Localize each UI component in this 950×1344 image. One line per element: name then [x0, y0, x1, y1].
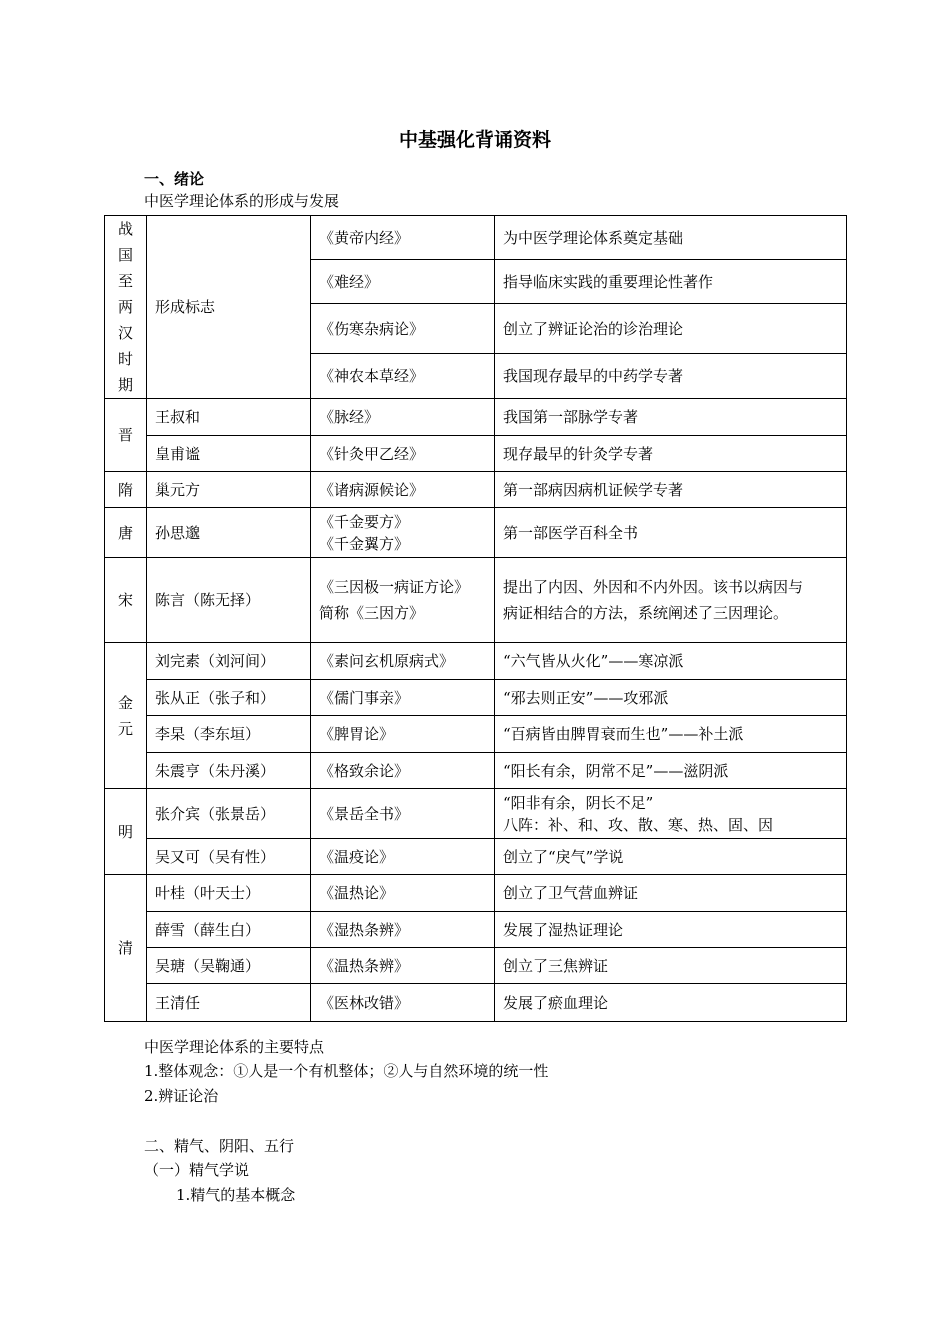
book-cell — [311, 260, 495, 304]
note-cell — [495, 680, 847, 716]
book-cell — [311, 304, 495, 353]
book-cell — [311, 399, 495, 436]
note-cell — [495, 558, 847, 643]
note-cell — [495, 789, 847, 839]
features-item-2: 2.辨证论治 — [144, 1087, 219, 1105]
note-label: 第一部医学百科全书 — [503, 523, 639, 542]
note-label: 我国第一部脉学专著 — [503, 408, 639, 426]
person-label: 形成标志 — [155, 298, 216, 316]
book-cell — [311, 875, 495, 912]
note-label: 第一部病因病机证候学专著 — [503, 480, 684, 499]
person-cell — [147, 436, 311, 472]
note-label: 提出了内因、外因和不内外因。该书以病因与 病证相结合的方法，系统阐述了三因理论。 — [503, 578, 804, 622]
features-item-1: 1.整体观念：①人是一个有机整体；②人与自然环境的统一性 — [144, 1062, 549, 1080]
person-label: 王清任 — [155, 993, 201, 1012]
note-cell — [495, 643, 847, 680]
person-cell — [147, 948, 311, 984]
subsection-heading-formation: 中医学理论体系的形成与发展 — [144, 192, 340, 210]
book-label: 《脉经》 — [319, 408, 380, 426]
note-label: “百病皆由脾胃衰而生也”——补土派 — [503, 725, 744, 743]
book-cell — [311, 216, 495, 260]
note-cell — [495, 436, 847, 472]
note-label: 创立了卫气营血辨证 — [503, 884, 639, 902]
person-label: 巢元方 — [155, 480, 201, 499]
note-cell — [495, 948, 847, 984]
book-cell — [311, 948, 495, 984]
section-heading-introduction: 一、绪论 — [144, 170, 205, 188]
era-cell — [105, 399, 147, 472]
book-label: 《神农本草经》 — [319, 366, 425, 385]
era-label: 明 — [117, 822, 133, 841]
book-label: 《黄帝内经》 — [319, 228, 410, 247]
note-cell — [495, 912, 847, 948]
section-heading-essence-qi: 二、精气、阴阳、五行 — [144, 1137, 295, 1155]
note-cell — [495, 984, 847, 1022]
era-cell — [105, 643, 147, 789]
book-label: 《伤寒杂病论》 — [319, 319, 425, 338]
era-cell — [105, 558, 147, 643]
person-label: 李杲（李东垣） — [155, 725, 261, 743]
note-label: 发展了瘀血理论 — [503, 993, 609, 1012]
book-label: 《温热条辨》 — [319, 956, 410, 975]
note-cell — [495, 472, 847, 508]
table-row — [105, 643, 847, 680]
person-label: 叶桂（叶天士） — [155, 884, 261, 902]
era-label: 宋 — [117, 591, 133, 609]
person-cell — [147, 753, 311, 789]
book-label: 《难经》 — [319, 272, 380, 291]
person-label: 吴又可（吴有性） — [155, 847, 276, 866]
note-label: “阳非有余，阴长不足” 八阵：补、和、攻、散、寒、热、固、因 — [503, 793, 774, 834]
book-label: 《温疫论》 — [319, 847, 395, 866]
table-row — [105, 789, 847, 839]
book-label: 《素问玄机原病式》 — [319, 652, 455, 670]
era-cell — [105, 216, 147, 399]
person-cell — [147, 216, 311, 399]
book-cell — [311, 839, 495, 875]
subsection-item-basic-concept: 1.精气的基本概念 — [176, 1186, 296, 1204]
note-label: “六气皆从火化”——寒凉派 — [503, 652, 684, 670]
note-cell — [495, 839, 847, 875]
table-row — [105, 912, 847, 948]
table-row — [105, 680, 847, 716]
book-cell — [311, 716, 495, 753]
era-label: 隋 — [117, 480, 133, 499]
note-label: “邪去则正安”——攻邪派 — [503, 688, 669, 707]
person-cell — [147, 875, 311, 912]
person-cell — [147, 789, 311, 839]
note-cell — [495, 216, 847, 260]
note-label: 指导临床实践的重要理论性著作 — [503, 272, 714, 291]
person-label: 张介宾（张景岳） — [155, 804, 276, 823]
book-cell — [311, 353, 495, 398]
note-label: 为中医学理论体系奠定基础 — [503, 228, 684, 247]
table-row — [105, 399, 847, 436]
note-cell — [495, 260, 847, 304]
book-cell — [311, 753, 495, 789]
note-cell — [495, 875, 847, 912]
table-row — [105, 216, 847, 260]
person-cell — [147, 472, 311, 508]
person-label: 张从正（张子和） — [155, 688, 276, 707]
note-cell — [495, 304, 847, 353]
table-row — [105, 948, 847, 984]
person-label: 陈言（陈无择） — [155, 591, 261, 609]
book-label: 《脾胃论》 — [319, 725, 395, 743]
era-cell — [105, 789, 147, 875]
person-cell — [147, 912, 311, 948]
book-cell — [311, 558, 495, 643]
subsection-heading-essence-qi-theory: （一）精气学说 — [144, 1161, 250, 1179]
era-cell — [105, 472, 147, 508]
note-label: 现存最早的针灸学专著 — [503, 444, 654, 463]
history-table — [104, 215, 847, 1022]
note-cell — [495, 508, 847, 558]
table-row — [105, 472, 847, 508]
book-label: 《儒门事亲》 — [319, 688, 410, 707]
book-cell — [311, 508, 495, 558]
era-label: 金 元 — [117, 693, 133, 738]
book-label: 《景岳全书》 — [319, 804, 410, 823]
note-label: 创立了辨证论治的诊治理论 — [503, 319, 684, 338]
person-cell — [147, 399, 311, 436]
table-row — [105, 436, 847, 472]
person-label: 皇甫谧 — [155, 444, 201, 463]
person-cell — [147, 716, 311, 753]
book-label: 《针灸甲乙经》 — [319, 444, 425, 463]
book-label: 《格致余论》 — [319, 761, 410, 780]
era-label: 晋 — [117, 426, 133, 444]
note-cell — [495, 716, 847, 753]
note-label: 我国现存最早的中药学专著 — [503, 366, 684, 385]
table-row — [105, 508, 847, 558]
note-label: 发展了湿热证理论 — [503, 920, 624, 939]
note-cell — [495, 353, 847, 398]
person-label: 王叔和 — [155, 408, 201, 426]
book-cell — [311, 789, 495, 839]
era-label: 战 国 至 两 汉 时 期 — [117, 220, 133, 394]
features-heading: 中医学理论体系的主要特点 — [144, 1038, 325, 1056]
person-cell — [147, 839, 311, 875]
book-cell — [311, 912, 495, 948]
table-row — [105, 984, 847, 1022]
book-label: 《千金要方》 《千金翼方》 — [319, 512, 410, 553]
book-cell — [311, 436, 495, 472]
era-label: 唐 — [117, 523, 133, 542]
note-cell — [495, 753, 847, 789]
book-label: 《湿热条辨》 — [319, 920, 410, 939]
person-cell — [147, 984, 311, 1022]
era-cell — [105, 875, 147, 1022]
person-label: 孙思邈 — [155, 523, 201, 542]
document-title: 中基强化背诵资料 — [398, 129, 551, 151]
book-label: 《诸病源候论》 — [319, 480, 425, 499]
table-row — [105, 558, 847, 643]
book-label: 《温热论》 — [319, 884, 395, 902]
book-label: 《三因极一病证方论》 简称《三因方》 — [319, 578, 470, 622]
note-label: 创立了“戾气”学说 — [503, 847, 624, 866]
note-label: 创立了三焦辨证 — [503, 956, 609, 975]
note-cell — [495, 399, 847, 436]
person-cell — [147, 680, 311, 716]
person-label: 朱震亨（朱丹溪） — [155, 761, 276, 780]
book-cell — [311, 643, 495, 680]
book-cell — [311, 984, 495, 1022]
book-cell — [311, 472, 495, 508]
person-label: 刘完素（刘河间） — [155, 652, 276, 670]
person-cell — [147, 508, 311, 558]
person-label: 吴瑭（吴鞠通） — [155, 956, 261, 975]
note-label: “阳长有余，阴常不足”——滋阴派 — [503, 761, 729, 780]
era-label: 清 — [117, 939, 133, 957]
person-cell — [147, 643, 311, 680]
person-cell — [147, 558, 311, 643]
table-row — [105, 839, 847, 875]
person-label: 薛雪（薛生白） — [155, 920, 261, 939]
table-row — [105, 716, 847, 753]
table-row — [105, 753, 847, 789]
table-row — [105, 875, 847, 912]
book-label: 《医林改错》 — [319, 993, 410, 1012]
era-cell — [105, 508, 147, 558]
book-cell — [311, 680, 495, 716]
